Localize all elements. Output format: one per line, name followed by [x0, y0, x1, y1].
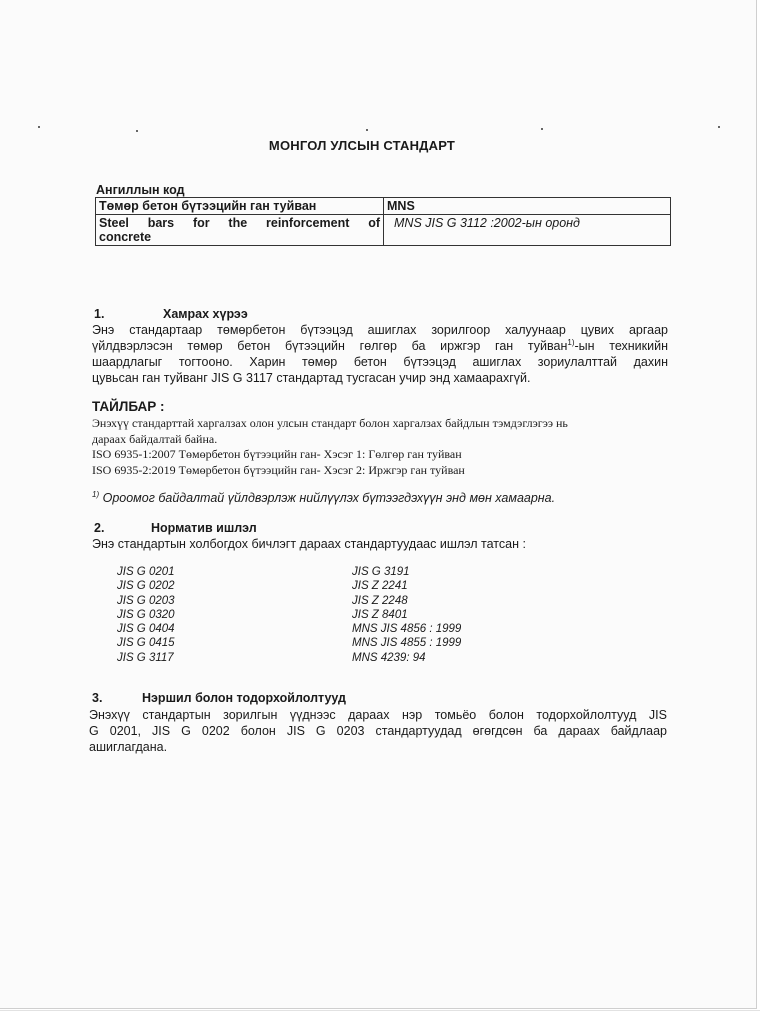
- section-1-number: 1.: [94, 307, 105, 321]
- footnote-ref: 1): [567, 337, 575, 347]
- section-3-title: Нэршил болон тодорхойлолтууд: [142, 691, 346, 705]
- title-en-line2: concrete: [99, 230, 152, 244]
- mns-cell: MNS: [384, 198, 671, 215]
- scope-line4: цувьсан ган туйванг JIS G 3117 стандартад тусгасан учир энд хамаарахгүй.: [92, 371, 531, 385]
- title-en-line1: Steel bars for the reinforcement of: [99, 216, 380, 230]
- note-text: [92, 416, 692, 478]
- section-1-text: [92, 322, 668, 386]
- classification-code-label: Ангиллын код: [96, 183, 185, 197]
- normative-intro: Энэ стандартын холбогдох бичлэгт дараах стандартуудаас ишлэл татсан :: [92, 537, 526, 551]
- ref-item: JIS G 0202: [117, 580, 175, 593]
- scope-line2: [92, 338, 668, 354]
- scope-line2-end: -ын техникийн: [574, 339, 668, 353]
- ref-item: JIS G 0415: [117, 637, 175, 650]
- section-1-title: Хамрах хүрээ: [163, 307, 248, 321]
- footnote: [92, 491, 555, 505]
- scan-mark: [366, 129, 368, 131]
- ref-item: MNS 4239: 94: [352, 651, 426, 664]
- scan-mark: [541, 128, 543, 130]
- scope-line2-text: үйлдвэрлэсэн төмөр бетон бүтээцийн гөлгөр ба иржгэр ган туйван: [92, 339, 568, 353]
- note-line2: дараах байдалтай байна.: [92, 431, 218, 446]
- refs-right-list: [352, 565, 461, 665]
- scan-mark: [38, 126, 40, 128]
- note-line1: Энэхүү стандарттай харгалзах олон улсын стандарт болон харгалзах байдлын тэмдэглэгээ нь: [92, 416, 568, 430]
- ref-item: JIS G 0203: [117, 594, 175, 607]
- definitions-line2: G 0201, JIS G 0202 болон JIS G 0203 стандартуудад өгөгдсөн ба дараах байдлаар: [89, 724, 667, 738]
- page-edge: [0, 1010, 760, 1011]
- ref-item: JIS Z 2248: [352, 594, 408, 607]
- section-3-number: 3.: [92, 691, 103, 705]
- note-title: ТАЙЛБАР :: [92, 399, 165, 414]
- scope-line1: Энэ стандартаар төмөрбетон бүтээцэд ашиглах зорилгоор халуунаар цувих аргаар: [92, 323, 668, 337]
- section-2-title: Норматив ишлэл: [151, 521, 257, 535]
- ref-item: JIS G 3117: [117, 651, 174, 664]
- section-3-text: [89, 707, 667, 755]
- section-2-number: 2.: [94, 521, 105, 535]
- scope-line3: шаардлагыг тогтооно. Харин төмөр бетон бүтээцэд ашиглах зориулалттай дахин: [92, 355, 668, 369]
- ref-item: JIS G 3191: [352, 566, 410, 578]
- ref-item: MNS JIS 4856 : 1999: [352, 623, 462, 636]
- title-en-cell: [96, 215, 384, 246]
- note-line3: ISO 6935-1:2007 Төмөрбетон бүтээцийн ган- Хэсэг 1: Гөлгөр ган туйван: [92, 447, 462, 461]
- ref-item: JIS G 0320: [117, 608, 175, 621]
- title-mn-cell: Төмөр бетон бүтээцийн ган туйван: [96, 198, 384, 215]
- replaces-cell: MNS JIS G 3112 :2002-ын оронд: [384, 215, 671, 246]
- ref-item: JIS G 0201: [117, 566, 175, 578]
- ref-item: JIS G 0404: [117, 623, 175, 636]
- footnote-text: Ороомог байдалтай үйлдвэрлэж нийлүүлэх бүтээгдэхүүн энд мөн хамаарна.: [99, 491, 556, 505]
- ref-item: JIS Z 8401: [352, 608, 408, 621]
- header-table: [95, 197, 671, 246]
- scan-mark: [718, 126, 720, 128]
- ref-item: JIS Z 2241: [352, 580, 408, 593]
- definitions-line1: Энэхүү стандартын зорилгын үүднээс дараах нэр томьёо болон тодорхойлолтууд JIS: [89, 708, 667, 722]
- footnote-marker: 1): [92, 489, 100, 499]
- ref-item: MNS JIS 4855 : 1999: [352, 637, 462, 650]
- refs-left-list: [117, 565, 175, 665]
- document-title: МОНГОЛ УЛСЫН СТАНДАРТ: [268, 138, 456, 153]
- definitions-line3: ашиглагдана.: [89, 740, 168, 754]
- scan-mark: [136, 130, 138, 132]
- note-line4: ISO 6935-2:2019 Төмөрбетон бүтээцийн ган- Хэсэг 2: Иржгэр ган туйван: [92, 462, 465, 477]
